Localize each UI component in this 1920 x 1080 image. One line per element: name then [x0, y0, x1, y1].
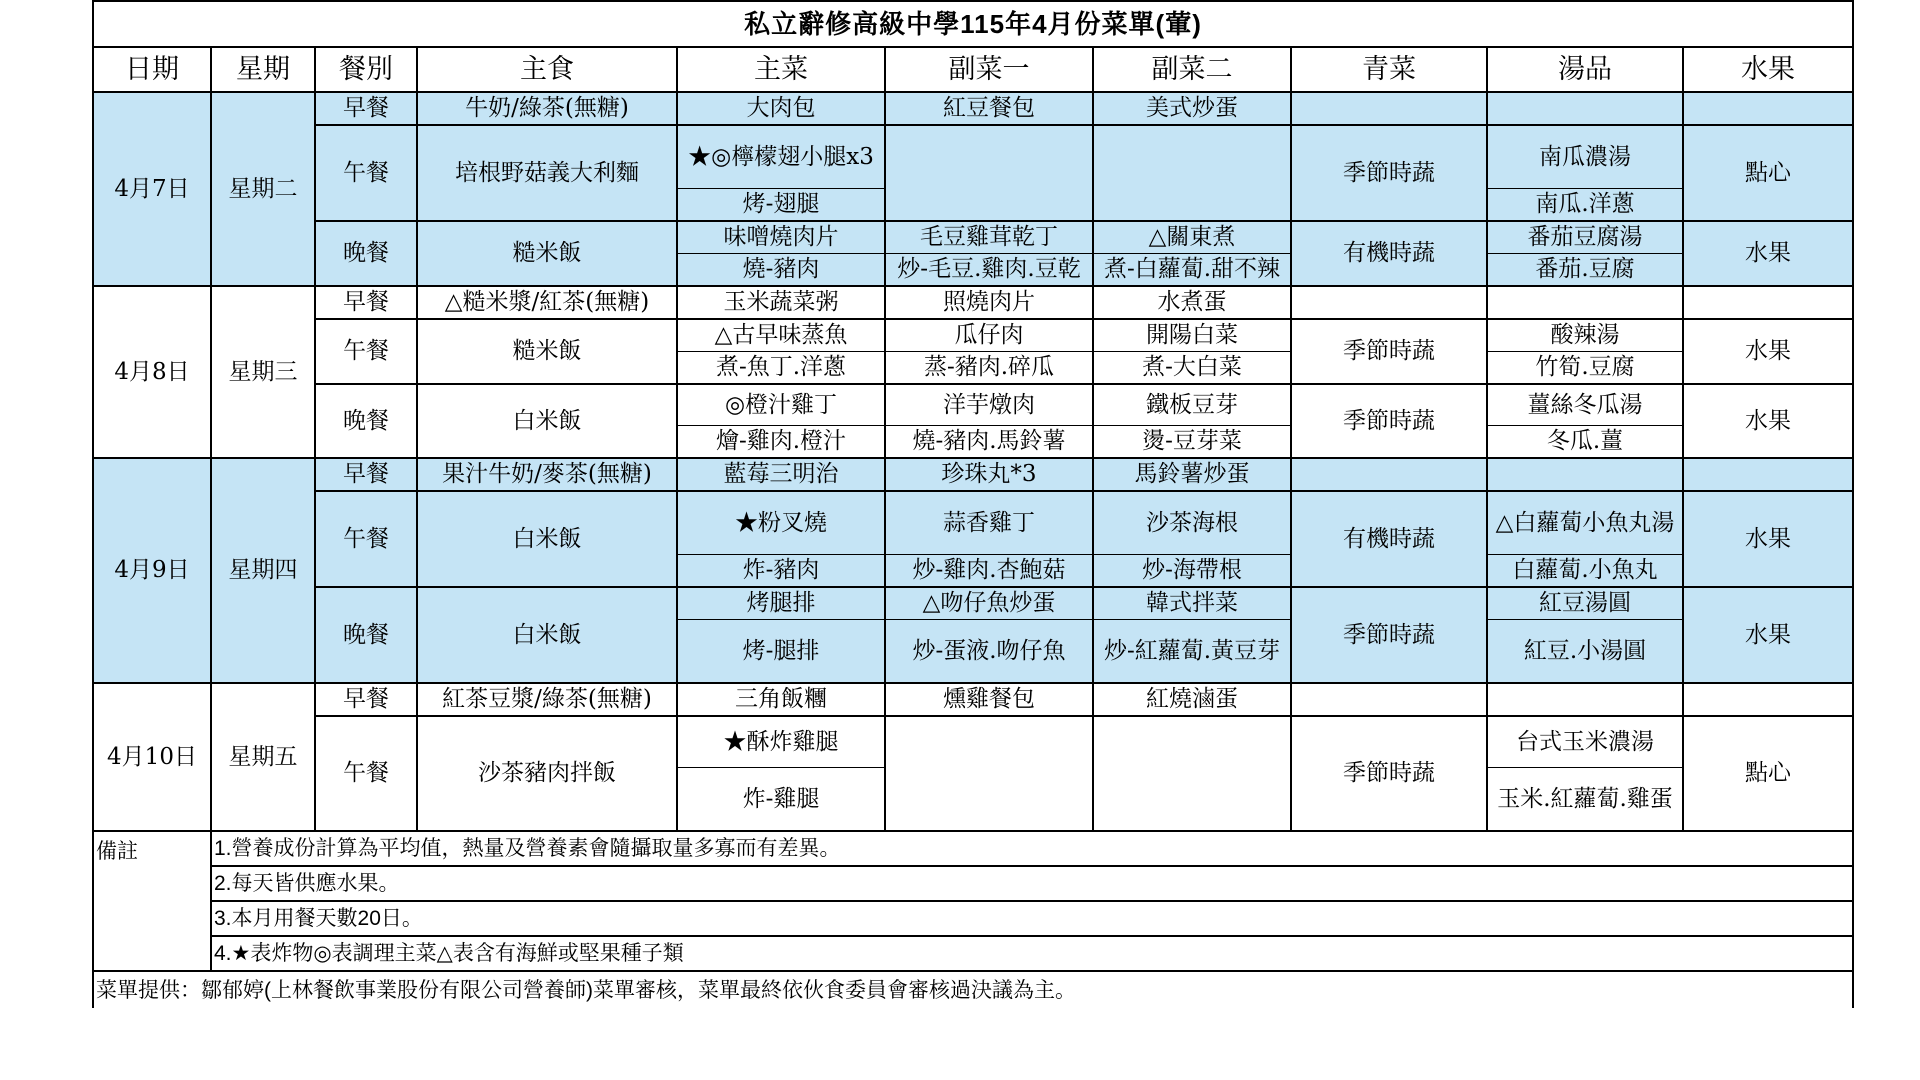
- lunch-side2: 沙茶海根: [1093, 491, 1291, 555]
- lunch-staple: 糙米飯: [417, 319, 677, 384]
- meal-type: 午餐: [315, 491, 417, 587]
- meal-type: 午餐: [315, 125, 417, 221]
- lunch-main-ingredients: 炸-豬肉: [677, 555, 885, 588]
- dinner-vegetable: 季節時蔬: [1291, 587, 1487, 683]
- day-date: 4月10日: [93, 683, 211, 831]
- breakfast-staple: 果汁牛奶/麥茶(無糖): [417, 458, 677, 491]
- meal-type: 晚餐: [315, 384, 417, 458]
- day-date: 4月7日: [93, 92, 211, 286]
- dinner-side1-ingredients: 炒-毛豆.雞肉.豆乾: [885, 254, 1093, 287]
- lunch-staple: 沙茶豬肉拌飯: [417, 716, 677, 831]
- menu-sheet: [92, 0, 1854, 1008]
- header-staple: 主食: [417, 47, 677, 92]
- dinner-soup: 薑絲冬瓜湯: [1487, 384, 1683, 426]
- breakfast-soup-empty: [1487, 683, 1683, 716]
- breakfast-fruit-empty: [1683, 286, 1853, 319]
- breakfast-fruit-empty: [1683, 92, 1853, 125]
- dinner-main: 味噌燒肉片: [677, 221, 885, 254]
- dinner-side2: 鐵板豆芽: [1093, 384, 1291, 426]
- supplier-note: 菜單提供：鄒郁婷(上林餐飲事業股份有限公司營養師)菜單審核，菜單最終依伙食委員會審核過決議為主。: [93, 971, 1853, 1008]
- breakfast-soup-empty: [1487, 458, 1683, 491]
- dinner-soup-ingredients: 冬瓜.薑: [1487, 426, 1683, 459]
- dinner-staple: 白米飯: [417, 384, 677, 458]
- dinner-soup-ingredients: 番茄.豆腐: [1487, 254, 1683, 287]
- dinner-staple: 糙米飯: [417, 221, 677, 286]
- lunch-side2: 開陽白菜: [1093, 319, 1291, 352]
- day-date: 4月8日: [93, 286, 211, 458]
- lunch-side1-ingredients: 蒸-豬肉.碎瓜: [885, 352, 1093, 385]
- lunch-soup: 台式玉米濃湯: [1487, 716, 1683, 768]
- header-vegetable: 青菜: [1291, 47, 1487, 92]
- lunch-side1: 瓜仔肉: [885, 319, 1093, 352]
- note-item: 1.營養成份計算為平均值，熱量及營養素會隨攝取量多寡而有差異。: [211, 831, 1853, 866]
- lunch-staple: 培根野菇義大利麵: [417, 125, 677, 221]
- header-fruit: 水果: [1683, 47, 1853, 92]
- breakfast-fruit-empty: [1683, 683, 1853, 716]
- breakfast-soup-empty: [1487, 92, 1683, 125]
- dinner-side1: △吻仔魚炒蛋: [885, 587, 1093, 620]
- meal-type: 午餐: [315, 716, 417, 831]
- day-date: 4月9日: [93, 458, 211, 683]
- dinner-soup-ingredients: 紅豆.小湯圓: [1487, 620, 1683, 684]
- dinner-fruit: 水果: [1683, 221, 1853, 286]
- dinner-side1: 洋芋燉肉: [885, 384, 1093, 426]
- dinner-main-ingredients: 烤-腿排: [677, 620, 885, 684]
- breakfast-staple: 紅茶豆漿/綠茶(無糖): [417, 683, 677, 716]
- breakfast-side1: 照燒肉片: [885, 286, 1093, 319]
- lunch-side1: 蒜香雞丁: [885, 491, 1093, 555]
- dinner-staple: 白米飯: [417, 587, 677, 683]
- meal-type: 早餐: [315, 683, 417, 716]
- lunch-main: ★粉叉燒: [677, 491, 885, 555]
- lunch-soup-ingredients: 玉米.紅蘿蔔.雞蛋: [1487, 768, 1683, 832]
- note-item: 4.★表炸物◎表調理主菜△表含有海鮮或堅果種子類: [211, 936, 1853, 971]
- lunch-soup: 南瓜濃湯: [1487, 125, 1683, 189]
- dinner-side1: 毛豆雞茸乾丁: [885, 221, 1093, 254]
- header-row: [93, 47, 1853, 92]
- lunch-side2: [1093, 716, 1291, 831]
- lunch-fruit: 點心: [1683, 125, 1853, 221]
- lunch-side1: [885, 716, 1093, 831]
- lunch-soup: 酸辣湯: [1487, 319, 1683, 352]
- breakfast-side2: 紅燒滷蛋: [1093, 683, 1291, 716]
- dinner-side2: △關東煮: [1093, 221, 1291, 254]
- lunch-vegetable: 季節時蔬: [1291, 319, 1487, 384]
- menu-table: [92, 0, 1854, 1008]
- lunch-vegetable: 有機時蔬: [1291, 491, 1487, 587]
- dinner-vegetable: 季節時蔬: [1291, 384, 1487, 458]
- breakfast-veg-empty: [1291, 92, 1487, 125]
- meal-type: 晚餐: [315, 221, 417, 286]
- dinner-side2-ingredients: 炒-紅蘿蔔.黃豆芽: [1093, 620, 1291, 684]
- dinner-side1-ingredients: 炒-蛋液.吻仔魚: [885, 620, 1093, 684]
- dinner-main: ◎橙汁雞丁: [677, 384, 885, 426]
- meal-type: 早餐: [315, 92, 417, 125]
- lunch-vegetable: 季節時蔬: [1291, 716, 1487, 831]
- note-item: 3.本月用餐天數20日。: [211, 901, 1853, 936]
- lunch-main: △古早味蒸魚: [677, 319, 885, 352]
- lunch-fruit: 水果: [1683, 319, 1853, 384]
- dinner-vegetable: 有機時蔬: [1291, 221, 1487, 286]
- dinner-fruit: 水果: [1683, 587, 1853, 683]
- breakfast-veg-empty: [1291, 458, 1487, 491]
- breakfast-main: 大肉包: [677, 92, 885, 125]
- breakfast-staple: △糙米漿/紅茶(無糖): [417, 286, 677, 319]
- breakfast-side2: 美式炒蛋: [1093, 92, 1291, 125]
- lunch-main-ingredients: 煮-魚丁.洋蔥: [677, 352, 885, 385]
- dinner-side1-ingredients: 燒-豬肉.馬鈴薯: [885, 426, 1093, 459]
- lunch-soup-ingredients: 白蘿蔔.小魚丸: [1487, 555, 1683, 588]
- meal-type: 午餐: [315, 319, 417, 384]
- lunch-main: ★◎檸檬翅小腿x3: [677, 125, 885, 189]
- lunch-side1: [885, 125, 1093, 221]
- dinner-side2-ingredients: 燙-豆芽菜: [1093, 426, 1291, 459]
- breakfast-side1: 珍珠丸*3: [885, 458, 1093, 491]
- header-weekday: 星期: [211, 47, 315, 92]
- lunch-main-ingredients: 烤-翅腿: [677, 189, 885, 222]
- breakfast-soup-empty: [1487, 286, 1683, 319]
- lunch-fruit: 水果: [1683, 491, 1853, 587]
- lunch-main-ingredients: 炸-雞腿: [677, 768, 885, 832]
- dinner-main-ingredients: 燒-豬肉: [677, 254, 885, 287]
- header-side1: 副菜一: [885, 47, 1093, 92]
- header-main: 主菜: [677, 47, 885, 92]
- dinner-soup: 番茄豆腐湯: [1487, 221, 1683, 254]
- lunch-fruit: 點心: [1683, 716, 1853, 831]
- lunch-staple: 白米飯: [417, 491, 677, 587]
- breakfast-fruit-empty: [1683, 458, 1853, 491]
- breakfast-main: 藍莓三明治: [677, 458, 885, 491]
- day-weekday: 星期二: [211, 92, 315, 286]
- meal-type: 晚餐: [315, 587, 417, 683]
- dinner-side2: 韓式拌菜: [1093, 587, 1291, 620]
- breakfast-veg-empty: [1291, 683, 1487, 716]
- notes-label: 備註: [93, 831, 211, 971]
- dinner-fruit: 水果: [1683, 384, 1853, 458]
- meal-type: 早餐: [315, 458, 417, 491]
- lunch-side2-ingredients: 煮-大白菜: [1093, 352, 1291, 385]
- day-weekday: 星期五: [211, 683, 315, 831]
- breakfast-side1: 紅豆餐包: [885, 92, 1093, 125]
- lunch-side1-ingredients: 炒-雞肉.杏鮑菇: [885, 555, 1093, 588]
- breakfast-main: 三角飯糰: [677, 683, 885, 716]
- meal-type: 早餐: [315, 286, 417, 319]
- lunch-side2: [1093, 125, 1291, 221]
- lunch-main: ★酥炸雞腿: [677, 716, 885, 768]
- dinner-soup: 紅豆湯圓: [1487, 587, 1683, 620]
- dinner-side2-ingredients: 煮-白蘿蔔.甜不辣: [1093, 254, 1291, 287]
- breakfast-side2: 水煮蛋: [1093, 286, 1291, 319]
- breakfast-veg-empty: [1291, 286, 1487, 319]
- note-item: 2.每天皆供應水果。: [211, 866, 1853, 901]
- header-meal: 餐別: [315, 47, 417, 92]
- day-weekday: 星期四: [211, 458, 315, 683]
- page-title: 私立辭修高級中學115年4月份菜單(葷): [93, 1, 1853, 47]
- breakfast-side1: 燻雞餐包: [885, 683, 1093, 716]
- header-soup: 湯品: [1487, 47, 1683, 92]
- lunch-soup-ingredients: 南瓜.洋蔥: [1487, 189, 1683, 222]
- lunch-soup: △白蘿蔔小魚丸湯: [1487, 491, 1683, 555]
- header-side2: 副菜二: [1093, 47, 1291, 92]
- dinner-main: 烤腿排: [677, 587, 885, 620]
- breakfast-side2: 馬鈴薯炒蛋: [1093, 458, 1291, 491]
- header-date: 日期: [93, 47, 211, 92]
- lunch-soup-ingredients: 竹筍.豆腐: [1487, 352, 1683, 385]
- lunch-side2-ingredients: 炒-海帶根: [1093, 555, 1291, 588]
- lunch-vegetable: 季節時蔬: [1291, 125, 1487, 221]
- breakfast-staple: 牛奶/綠茶(無糖): [417, 92, 677, 125]
- day-weekday: 星期三: [211, 286, 315, 458]
- dinner-main-ingredients: 燴-雞肉.橙汁: [677, 426, 885, 459]
- breakfast-main: 玉米蔬菜粥: [677, 286, 885, 319]
